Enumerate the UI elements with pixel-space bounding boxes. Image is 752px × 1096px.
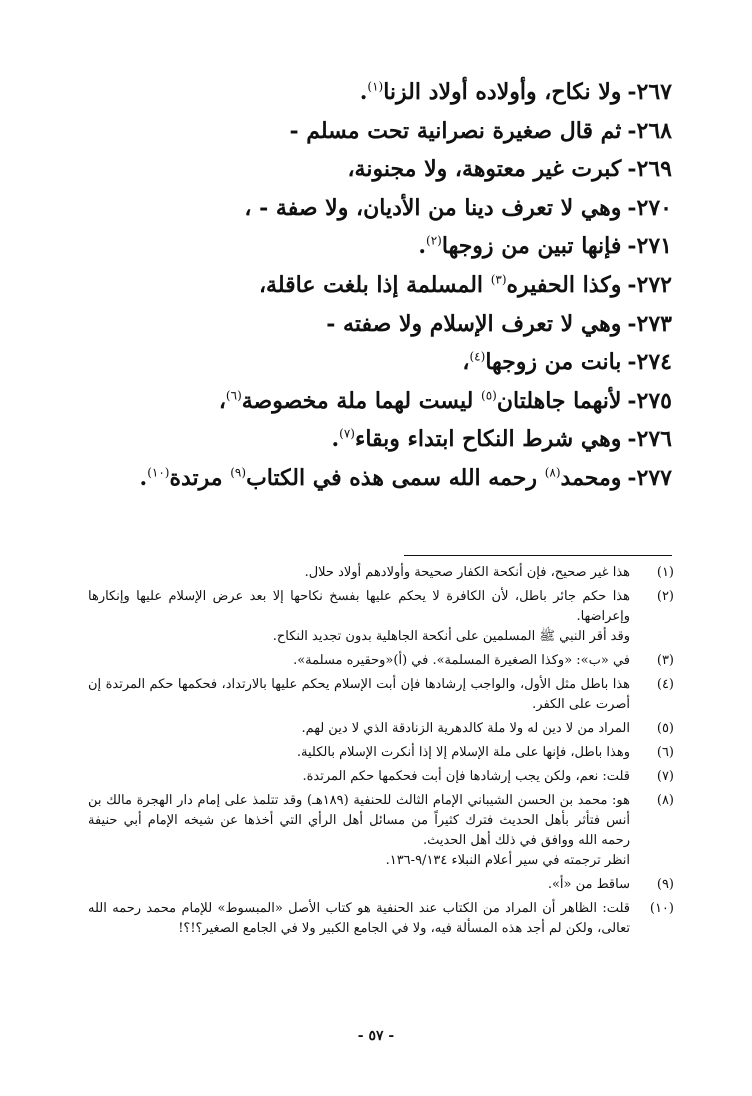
verse-number: ٢٧٧- xyxy=(627,464,672,491)
footnote-label: (٩) xyxy=(656,877,674,892)
footnote-body xyxy=(88,563,630,583)
footnote-text: وقد أقر النبي ﷺ المسلمين على أنكحة الجاهلية بدون تجديد النكاح. xyxy=(272,629,630,644)
verse-line xyxy=(90,271,672,305)
verse-line xyxy=(90,232,672,266)
verse-number: ٢٧٥- xyxy=(627,387,672,414)
footnote-divider xyxy=(404,555,672,556)
verse-line xyxy=(90,464,672,498)
footnote-reference: (٦) xyxy=(225,388,242,403)
verse-line xyxy=(90,117,672,151)
verse-line xyxy=(90,155,672,189)
verse-number: ٢٧٠- xyxy=(627,194,672,221)
verse-number: ٢٦٨- xyxy=(627,117,672,144)
footnote-label: (١٠) xyxy=(649,901,674,916)
page-number: - ٥٧ - xyxy=(357,1028,395,1044)
verse-text: ومحمد xyxy=(560,464,622,491)
verse-text: بانت من زوجها xyxy=(485,349,622,376)
footnote-body xyxy=(88,743,630,763)
footnote-text: انظر ترجمته في سير أعلام النبلاء ٩/١٣٤-١٣٦. xyxy=(385,853,630,868)
footnote-reference: (٨) xyxy=(544,465,561,480)
footnote-reference: (٧) xyxy=(339,427,355,442)
footnote-body xyxy=(88,675,630,715)
footnote-reference: (٩) xyxy=(230,465,247,480)
footnote xyxy=(88,719,674,739)
footnote-text: قلت: الظاهر أن المراد من الكتاب عند الحنفية هو كتاب الأصل «المبسوط» للإمام محمد رحمه الله تعالى، ولكن لم أجد هذه المسألة فيه، ولا في الجامع الكبير ولا في الجامع الصغير؟!؟! xyxy=(88,901,630,936)
footnote xyxy=(88,563,674,583)
verse-line xyxy=(90,425,672,459)
verse-text: ولا نكاح، وأولاده أولاد الزنا xyxy=(383,79,622,105)
verse-text: مرتدة xyxy=(169,464,231,491)
verse-line xyxy=(90,194,672,228)
verse-text: . xyxy=(359,79,368,105)
verse-number: ٢٧٢- xyxy=(627,271,672,298)
footnote-reference: (٣) xyxy=(490,272,507,287)
verse-text: وهي شرط النكاح ابتداء وبقاء xyxy=(354,426,622,453)
verse-text: لأنهما جاهلتان xyxy=(496,387,622,414)
verse-text: ليست لهما ملة مخصوصة xyxy=(241,387,481,414)
verse-text: المسلمة إذا بلغت عاقلة، xyxy=(258,271,491,298)
verse-text: ، xyxy=(218,387,226,414)
verse-text: ، xyxy=(462,349,470,376)
footnote xyxy=(88,587,674,647)
footnote xyxy=(88,651,674,671)
footnote-list xyxy=(88,563,674,943)
footnote-text: المراد من لا دين له ولا ملة كالدهرية الزنادقة الذي لا دين لهم. xyxy=(301,721,630,736)
verse-text: ثم قال صغيرة نصرانية تحت مسلم - xyxy=(289,117,622,144)
footnote-text: هذا باطل مثل الأول، والواجب إرشادها فإن أبت الإسلام يحكم عليها بالارتداد، فحكمها حكم المرتدة إن أصرت على الكفر. xyxy=(88,677,630,712)
footnote-body xyxy=(88,767,630,787)
verse-text: رحمه الله سمى هذه في الكتاب xyxy=(246,464,545,491)
footnote-text: في «ب»: «وكذا الصغيرة المسلمة». في (أ)«وحقيره مسلمة». xyxy=(293,653,630,668)
footnote-reference: (١) xyxy=(367,79,384,94)
footnote xyxy=(88,791,674,871)
verse-text: وهي لا تعرف الإسلام ولا صفته - xyxy=(326,310,622,337)
footnote xyxy=(88,675,674,715)
verse-text: وكذا الحفيره xyxy=(506,271,622,298)
footnote-body xyxy=(88,587,630,647)
verse-list xyxy=(90,78,672,503)
footnote xyxy=(88,875,674,895)
footnote-text: هذا غير صحيح، فإن أنكحة الكفار صحيحة وأولادهم أولاد حلال. xyxy=(304,565,630,580)
footnote-label: (٤) xyxy=(656,677,674,692)
verse-number: ٢٧٤- xyxy=(627,349,672,376)
verse-line xyxy=(90,310,672,344)
verse-text: وهي لا تعرف دينا من الأديان، ولا صفة - ، xyxy=(244,194,622,221)
verse-number: ٢٧٣- xyxy=(627,310,672,337)
footnote-reference: (١٠) xyxy=(147,465,170,480)
footnote-text: هذا حكم جائر باطل، لأن الكافرة لا يحكم عليها بفسخ نكاحها إلا بعد عرض الإسلام عليها وإنكارها وإعراضها. xyxy=(88,589,630,624)
verse-number: ٢٧٦- xyxy=(627,426,672,453)
verse-line xyxy=(90,387,672,421)
footnote-text: هو: محمد بن الحسن الشيباني الإمام الثالث للحنفية (١٨٩هـ) وقد تتلمذ على إمام دار الهجرة مالك بن أنس فتأثر بأهل الحديث فترك كثيراً من مسائل أهل الرأي التي أخذها عن شيخه الإمام أبي حنيفة رحمه الله ووافق في ذلك أهل الحديث. xyxy=(88,793,630,848)
footnote-body xyxy=(88,875,630,895)
footnote xyxy=(88,743,674,763)
verse-text: . xyxy=(139,464,148,491)
verse-text: فإنها تبين من زوجها xyxy=(441,233,622,260)
footnote-label: (٣) xyxy=(656,653,674,668)
footnote-body xyxy=(88,719,630,739)
footnote-text: قلت: نعم، ولكن يجب إرشادها فإن أبت فحكمها حكم المرتدة. xyxy=(302,769,630,784)
footnote-text: ساقط من «أ». xyxy=(547,877,630,892)
footnote-label: (٨) xyxy=(656,793,674,808)
verse-number: ٢٦٩- xyxy=(627,156,672,183)
footnote-body xyxy=(88,791,630,871)
verse-number: ٢٦٧- xyxy=(627,79,672,105)
footnote-body xyxy=(88,651,630,671)
verse-number: ٢٧١- xyxy=(627,233,672,260)
footnote-reference: (٢) xyxy=(426,234,442,249)
footnote-label: (١) xyxy=(656,565,674,580)
verse-text: . xyxy=(418,233,427,260)
footnote-text: وهذا باطل، فإنها على ملة الإسلام إلا إذا أنكرت الإسلام بالكلية. xyxy=(296,745,630,760)
footnote-label: (٧) xyxy=(656,769,674,784)
verse-line xyxy=(90,348,672,382)
footnote xyxy=(88,899,674,939)
footnote xyxy=(88,767,674,787)
footnote-reference: (٤) xyxy=(469,349,486,364)
verse-text: . xyxy=(331,426,340,453)
verse-text: كبرت غير معتوهة، ولا مجنونة، xyxy=(347,156,622,183)
footnote-label: (٦) xyxy=(656,745,674,760)
verse-line xyxy=(90,78,672,112)
footnote-label: (٢) xyxy=(656,589,674,604)
footnote-reference: (٥) xyxy=(481,388,497,403)
footnote-body xyxy=(88,899,630,939)
footnote-label: (٥) xyxy=(656,721,674,736)
